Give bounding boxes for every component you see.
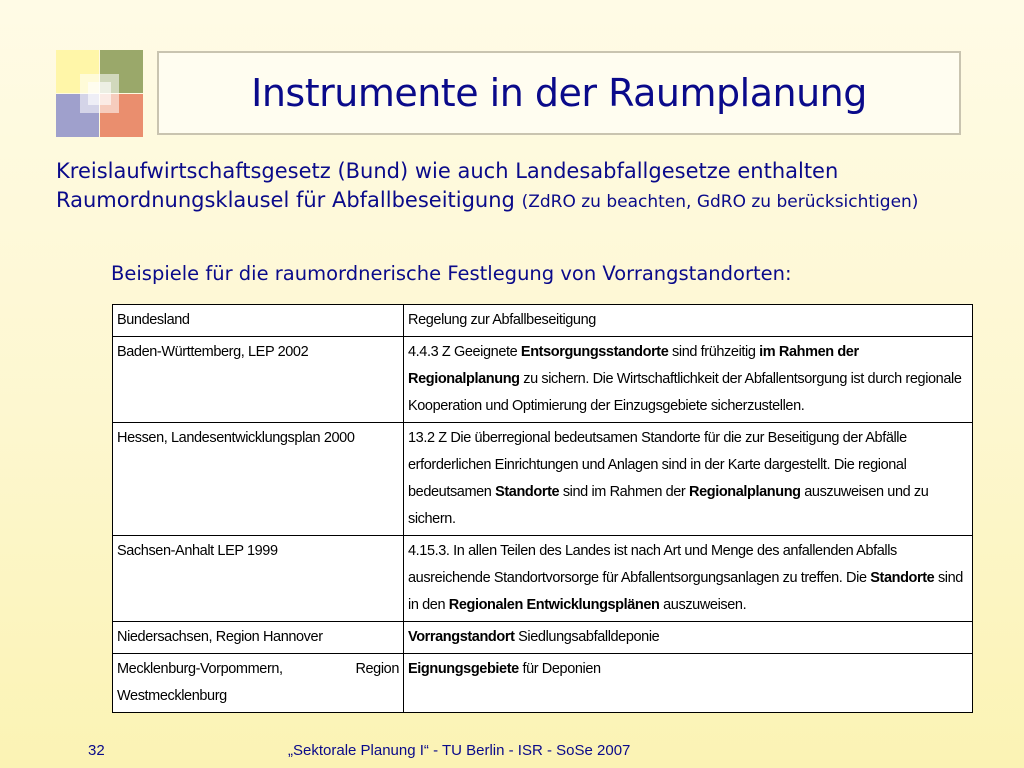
cell-regelung bbox=[404, 622, 973, 654]
bold-term: Eignungsgebiete bbox=[408, 661, 519, 677]
text-segment: Siedlungsabfalldeponie bbox=[514, 629, 660, 645]
text-segment: 4.15.3. In allen Teilen des Landes ist nach Art und Menge des anfallenden Abfalls ausreichende Standortvorsorge für Abfallentsorgungsanlagen zu treffen. Die bbox=[408, 543, 897, 586]
table-row bbox=[113, 622, 973, 654]
text-segment: auszuweisen. bbox=[659, 597, 747, 613]
header-regelung: Regelung zur Abfallbeseitigung bbox=[404, 305, 973, 337]
page-number: 32 bbox=[88, 742, 105, 759]
slide-logo bbox=[56, 50, 143, 137]
cell-bundesland: Mecklenburg-Vorpommern, Region Westmecklenburg bbox=[113, 654, 404, 713]
intro-text bbox=[56, 157, 996, 217]
title-box bbox=[157, 51, 961, 135]
table-row bbox=[113, 423, 973, 536]
bold-term: im Rahmen der Regionalplanung bbox=[408, 344, 859, 387]
cell-bundesland: Niedersachsen, Region Hannover bbox=[113, 622, 404, 654]
bold-term: Entsorgungsstandorte bbox=[520, 344, 669, 360]
bold-term: Vorrangstandort bbox=[408, 629, 515, 645]
text-segment: 13.2 Z Die überregional bedeutsamen Standorte für die zur Beseitigung der Abfälle erforderlichen Einrichtungen und Anlagen sind in der Karte dargestellt. Die regional bedeutsamen bbox=[408, 430, 907, 500]
text-segment: sind in den bbox=[408, 570, 963, 613]
table-row bbox=[113, 654, 973, 713]
text-segment: sind im Rahmen der bbox=[559, 484, 689, 500]
bold-term: Standorte bbox=[495, 484, 560, 500]
table-row bbox=[113, 536, 973, 622]
cell-regelung bbox=[404, 423, 973, 536]
bold-term: Regionalen Entwicklungsplänen bbox=[448, 597, 660, 613]
header-bundesland: Bundesland bbox=[113, 305, 404, 337]
cell-bundesland: Sachsen-Anhalt LEP 1999 bbox=[113, 536, 404, 622]
text-segment: sind frühzeitig bbox=[668, 344, 760, 360]
cell-regelung bbox=[404, 654, 973, 713]
intro-main: Kreislaufwirtschaftsgesetz (Bund) wie auch Landesabfallgesetze enthalten Raumordnungsklausel für Abfallbeseitigung bbox=[56, 159, 839, 212]
regulation-table bbox=[112, 304, 973, 713]
slide-title: Instrumente in der Raumplanung bbox=[251, 71, 867, 115]
bold-term: Regionalplanung bbox=[689, 484, 801, 500]
table-row bbox=[113, 337, 973, 423]
examples-heading: Beispiele für die raumordnerische Festlegung von Vorrangstandorten: bbox=[111, 262, 792, 285]
text-segment: 4.4.3 Z Geeignete bbox=[408, 344, 521, 360]
cell-regelung bbox=[404, 536, 973, 622]
cell-bundesland: Hessen, Landesentwicklungsplan 2000 bbox=[113, 423, 404, 536]
text-segment: für Deponien bbox=[518, 661, 601, 677]
table-header-row bbox=[113, 305, 973, 337]
footer-text: „Sektorale Planung I“ - TU Berlin - ISR - SoSe 2007 bbox=[288, 742, 631, 759]
table-body bbox=[113, 337, 973, 713]
logo-center-highlight bbox=[88, 82, 111, 105]
text-segment: zu sichern. Die Wirtschaftlichkeit der Abfallentsorgung ist durch regionale Kooperation und Optimierung der Einzugsgebiete sicherzustellen. bbox=[408, 371, 962, 414]
cell-bundesland: Baden-Württemberg, LEP 2002 bbox=[113, 337, 404, 423]
cell-regelung bbox=[404, 337, 973, 423]
text-segment: auszuweisen und zu sichern. bbox=[408, 484, 929, 527]
intro-note: (ZdRO zu beachten, GdRO zu berücksichtigen) bbox=[521, 192, 919, 212]
bold-term: Standorte bbox=[870, 570, 935, 586]
